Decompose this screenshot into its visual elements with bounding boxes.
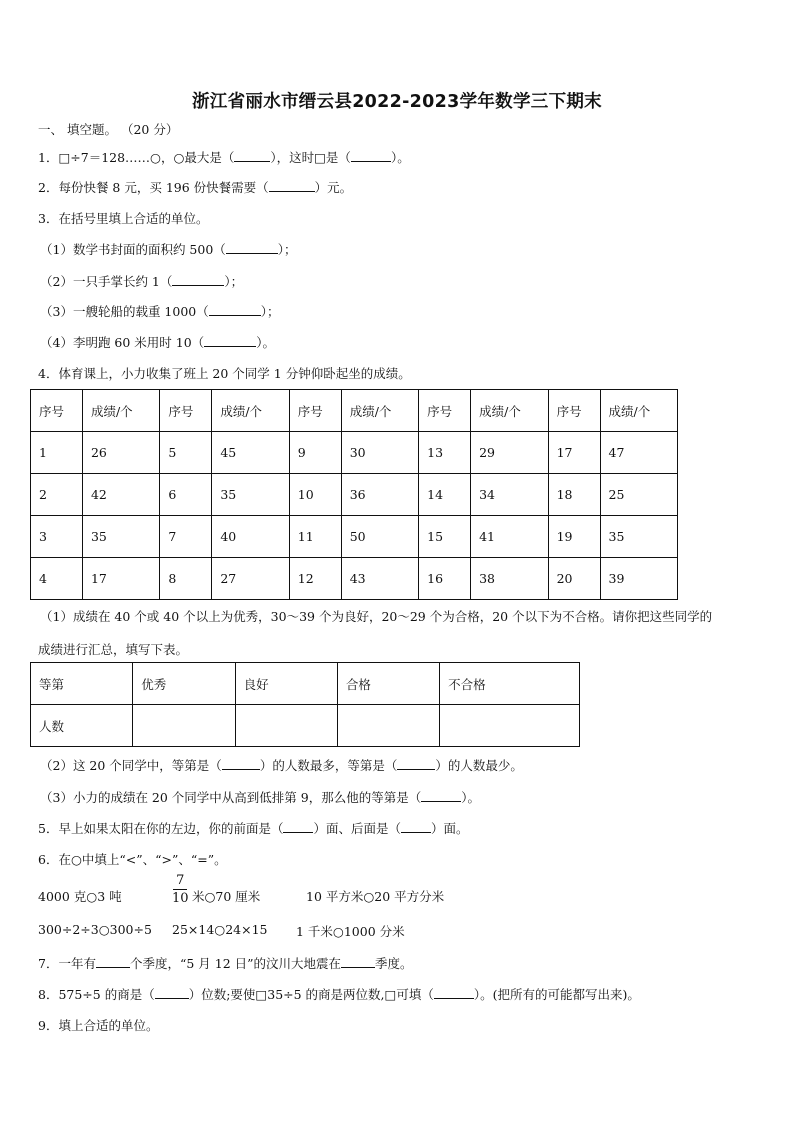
- table-cell: 4: [31, 558, 83, 600]
- table-header-cell: 成绩/个: [82, 390, 159, 432]
- table-cell: 39: [600, 558, 678, 600]
- table-cell: 30: [341, 432, 418, 474]
- q4-p2-text-c: ）的人数最少。: [435, 758, 523, 773]
- answer-blank[interactable]: [222, 758, 260, 770]
- table-cell: 40: [212, 516, 289, 558]
- q2-text-b: ）元。: [314, 180, 353, 195]
- table-header-cell: 等第: [31, 663, 133, 705]
- table-cell: 12: [289, 558, 341, 600]
- q6-compare-1: 4000 克○3 吨: [38, 889, 122, 904]
- table-header-cell: 合格: [337, 663, 439, 705]
- table-cell: 35: [82, 516, 159, 558]
- table-cell: 14: [419, 474, 471, 516]
- fraction: [172, 873, 189, 906]
- q4-p3-text-a: （3）小力的成绩在 20 个同学中从高到低排第 9，那么他的等第是（: [40, 790, 422, 805]
- table-cell: 35: [212, 474, 289, 516]
- page-title: 浙江省丽水市缙云县2022-2023学年数学三下期末: [192, 92, 602, 112]
- table-cell: 25: [600, 474, 678, 516]
- table-cell: 15: [419, 516, 471, 558]
- question-3-item-1: [40, 240, 297, 258]
- table-cell: 13: [419, 432, 471, 474]
- table-cell: 17: [548, 432, 600, 474]
- answer-blank[interactable]: [234, 150, 270, 162]
- question-3-stem: 3．在括号里填上合适的单位。: [38, 211, 209, 226]
- table-cell: 19: [548, 516, 600, 558]
- answer-cell[interactable]: [133, 705, 235, 747]
- table-cell: 8: [160, 558, 212, 600]
- q7-text-c: 季度。: [375, 956, 413, 971]
- question-3-item-2: [40, 272, 243, 290]
- q5-text-a: 5．早上如果太阳在你的左边，你的前面是（: [38, 821, 284, 836]
- table-cell: 42: [82, 474, 159, 516]
- q1-text-b: ），这时□是（: [270, 150, 351, 165]
- answer-blank[interactable]: [283, 821, 313, 833]
- table-cell: 5: [160, 432, 212, 474]
- question-4-stem: 4．体育课上，小力收集了班上 20 个同学 1 分钟仰卧起坐的成绩。: [38, 366, 411, 381]
- q4-p2-text-a: （2）这 20 个同学中，等第是（: [40, 758, 222, 773]
- fraction-numerator: 7: [176, 873, 185, 888]
- table-header-cell: 序号: [160, 390, 212, 432]
- question-3-item-4: [40, 333, 275, 351]
- table-header-cell: 序号: [31, 390, 83, 432]
- table-cell: 35: [600, 516, 678, 558]
- q1-text-c: ）。: [390, 150, 410, 165]
- q3-item-end: ）；: [277, 242, 297, 257]
- question-7: [38, 954, 413, 972]
- table-header-cell: 序号: [419, 390, 471, 432]
- table-cell: 17: [82, 558, 159, 600]
- q3-item-end: ）；: [260, 304, 280, 319]
- q8-text-c: ）。(把所有的可能都写出来)。: [473, 987, 640, 1002]
- q5-text-b: ）面、后面是（: [313, 821, 401, 836]
- table-header-cell: 成绩/个: [341, 390, 418, 432]
- table-cell: 10: [289, 474, 341, 516]
- table-row: [31, 558, 678, 600]
- section-heading: 一、 填空题。 （20 分）: [38, 122, 179, 137]
- table-cell: 6: [160, 474, 212, 516]
- q4-part-3: [40, 788, 480, 806]
- table-cell: 26: [82, 432, 159, 474]
- answer-blank[interactable]: [204, 335, 256, 347]
- question-8: [38, 985, 640, 1003]
- table-cell: 人数: [31, 705, 133, 747]
- q4-part-2: [40, 756, 523, 774]
- answer-blank[interactable]: [155, 987, 189, 999]
- fraction-bar: [173, 889, 187, 890]
- q8-text-b: ）位数;要使□35÷5 的商是两位数,□可填（: [188, 987, 434, 1002]
- answer-blank[interactable]: [226, 242, 278, 254]
- q6-compare-2: 米○70 厘米: [192, 889, 261, 904]
- table-cell: 34: [471, 474, 548, 516]
- answer-blank[interactable]: [96, 956, 130, 968]
- table-header-cell: 良好: [235, 663, 337, 705]
- q4-part-1a: （1）成绩在 40 个或 40 个以上为优秀，30～39 个为良好，20～29 个为合格，20 个以下为不合格。请你把这些同学的: [40, 609, 713, 624]
- q3-item-text: （3）一艘轮船的载重 1000（: [40, 304, 209, 319]
- table-cell: 18: [548, 474, 600, 516]
- answer-cell[interactable]: [235, 705, 337, 747]
- q4-part-1b: 成绩进行汇总，填写下表。: [38, 642, 189, 657]
- question-9: 9．填上合适的单位。: [38, 1018, 159, 1033]
- answer-blank[interactable]: [434, 987, 474, 999]
- table-header-cell: 优秀: [133, 663, 235, 705]
- table-cell: 9: [289, 432, 341, 474]
- table-cell: 3: [31, 516, 83, 558]
- table-cell: 1: [31, 432, 83, 474]
- question-2: [38, 178, 352, 196]
- table-row: [31, 474, 678, 516]
- q3-item-end: ）；: [224, 274, 244, 289]
- table-header-cell: 序号: [548, 390, 600, 432]
- table-cell: 29: [471, 432, 548, 474]
- q7-text-b: 个季度，“5 月 12 日”的汶川大地震在: [129, 956, 342, 971]
- q7-text-a: 7．一年有: [38, 956, 96, 971]
- grades-table: [30, 662, 580, 747]
- q4-p3-text-b: ）。: [461, 790, 480, 805]
- answer-blank[interactable]: [397, 758, 435, 770]
- q8-text-a: 8．575÷5 的商是（: [38, 987, 155, 1002]
- table-row: [31, 516, 678, 558]
- table-cell: 20: [548, 558, 600, 600]
- answer-blank[interactable]: [401, 821, 431, 833]
- q2-text-a: 2．每份快餐 8 元，买 196 份快餐需要（: [38, 180, 269, 195]
- table-cell: 47: [600, 432, 678, 474]
- q3-item-text: （2）一只手掌长约 1（: [40, 274, 173, 289]
- question-5: [38, 819, 469, 837]
- table-cell: 36: [341, 474, 418, 516]
- table-header-cell: 成绩/个: [212, 390, 289, 432]
- q3-item-text: （4）李明跑 60 米用时 10（: [40, 335, 205, 350]
- answer-blank[interactable]: [341, 956, 375, 968]
- q6-compare-6: 1 千米○1000 分米: [296, 924, 405, 939]
- table-row: [31, 432, 678, 474]
- answer-blank[interactable]: [209, 304, 261, 316]
- answer-blank[interactable]: [172, 274, 224, 286]
- q6-compare-3: 10 平方米○20 平方分米: [306, 889, 445, 904]
- question-1: [38, 148, 410, 166]
- table-cell: 7: [160, 516, 212, 558]
- fraction-denominator: 10: [172, 891, 189, 906]
- table-cell: 16: [419, 558, 471, 600]
- table-cell: 45: [212, 432, 289, 474]
- table-cell: 41: [471, 516, 548, 558]
- answer-blank[interactable]: [351, 150, 391, 162]
- table-cell: 43: [341, 558, 418, 600]
- q3-item-text: （1）数学书封面的面积约 500（: [40, 242, 226, 257]
- table-cell: 2: [31, 474, 83, 516]
- q3-item-end: ）。: [256, 335, 275, 350]
- scores-table: [30, 389, 678, 600]
- table-cell: 38: [471, 558, 548, 600]
- table-header-row: [31, 390, 678, 432]
- q1-text-a: 1．□÷7＝128……○，○最大是（: [38, 150, 235, 165]
- answer-cell[interactable]: [440, 705, 580, 747]
- q6-compare-5: 25×14○24×15: [172, 922, 268, 937]
- q5-text-c: ）面。: [430, 821, 469, 836]
- answer-cell[interactable]: [337, 705, 439, 747]
- table-header-cell: 不合格: [440, 663, 580, 705]
- q6-compare-4: 300÷2÷3○300÷5: [38, 922, 152, 937]
- table-cell: 11: [289, 516, 341, 558]
- table-cell: 50: [341, 516, 418, 558]
- question-6-stem: 6．在○中填上“<”、“>”、“=”。: [38, 852, 227, 867]
- question-3-item-3: [40, 302, 280, 320]
- q4-p2-text-b: ）的人数最多，等第是（: [259, 758, 398, 773]
- table-header-cell: 成绩/个: [471, 390, 548, 432]
- answer-blank[interactable]: [269, 180, 315, 192]
- table-cell: 27: [212, 558, 289, 600]
- table-row: [31, 705, 580, 747]
- answer-blank[interactable]: [421, 790, 461, 802]
- table-header-row: [31, 663, 580, 705]
- table-header-cell: 成绩/个: [600, 390, 678, 432]
- table-header-cell: 序号: [289, 390, 341, 432]
